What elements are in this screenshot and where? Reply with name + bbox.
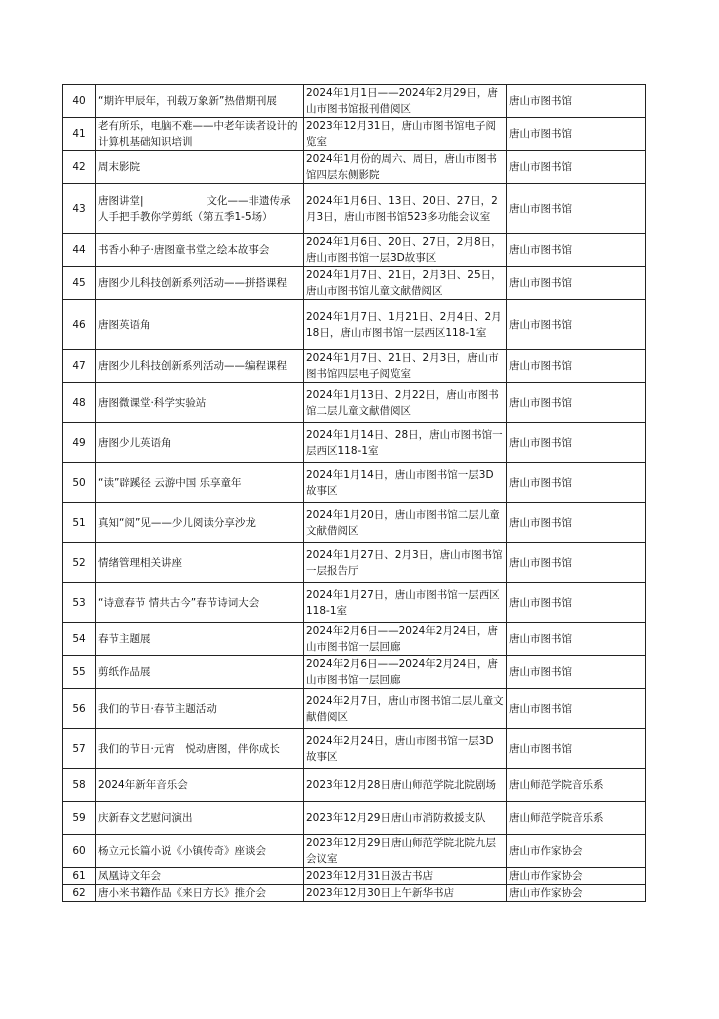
organizer: 唐山市图书馆 [509, 128, 572, 140]
activity-name-cell [96, 234, 304, 267]
activity-name-cell [96, 769, 304, 802]
row-number-cell [63, 623, 96, 656]
activity-time-place: 2024年1月14日，唐山市图书馆一层3D故事区 [306, 468, 494, 497]
row-number: 45 [72, 277, 86, 289]
table-row [63, 835, 646, 868]
table-row [63, 234, 646, 267]
organizer-cell [507, 885, 646, 902]
activity-name: 唐图少儿科技创新系列活动——编程课程 [98, 360, 287, 372]
activity-time-place: 2023年12月28日唐山师范学院北院剧场 [306, 779, 496, 791]
activity-name: 春节主题展 [98, 633, 151, 645]
row-number: 62 [72, 887, 86, 899]
activity-time-place: 2024年2月6日——2024年2月24日，唐山市图书馆一层回廊 [306, 658, 498, 686]
organizer: 唐山市图书馆 [509, 476, 572, 489]
organizer: 唐山市图书馆 [509, 244, 572, 256]
organizer: 唐山市图书馆 [509, 360, 572, 372]
table-row [63, 729, 646, 769]
activity-time-place-cell [304, 623, 507, 656]
row-number-cell [63, 656, 96, 689]
row-number: 60 [72, 845, 86, 857]
activity-name: 杨立元长篇小说《小镇传奇》座谈会 [98, 845, 266, 857]
table-row [63, 151, 646, 184]
activity-time-place-cell [304, 300, 507, 350]
organizer-cell [507, 423, 646, 463]
activity-time-place-cell [304, 350, 507, 383]
row-number: 42 [72, 161, 86, 173]
activity-time-place-cell [304, 835, 507, 868]
organizer-cell [507, 184, 646, 234]
row-number-cell [63, 868, 96, 885]
row-number: 41 [72, 128, 86, 140]
activity-time-place-cell [304, 729, 507, 769]
activity-time-place-cell [304, 423, 507, 463]
organizer: 唐山市图书馆 [509, 161, 572, 173]
organizer: 唐山市图书馆 [509, 702, 572, 715]
organizer-cell [507, 769, 646, 802]
activity-name: 庆新春文艺慰问演出 [98, 812, 193, 824]
activity-name-cell [96, 383, 304, 423]
activity-name: “诗意春节 情共古今”春节诗词大会 [98, 596, 260, 609]
activity-name-cell [96, 503, 304, 543]
activity-time-place: 2023年12月31日，唐山市图书馆电子阅览室 [306, 120, 496, 148]
activity-name: 唐图讲堂| 文化——非遗传承人手把手教你学剪纸（第五季1-5场） [98, 194, 291, 223]
activity-name: 唐小米书籍作品《来日方长》推介会 [98, 887, 266, 899]
row-number-cell [63, 234, 96, 267]
organizer-cell [507, 151, 646, 184]
activity-name: 真知“阅”见——少儿阅读分享沙龙 [98, 516, 256, 529]
activity-name-cell [96, 543, 304, 583]
row-number: 49 [72, 436, 86, 449]
organizer: 唐山市图书馆 [509, 516, 572, 529]
row-number: 51 [72, 516, 86, 529]
row-number-cell [63, 184, 96, 234]
organizer: 唐山市图书馆 [509, 277, 572, 289]
activity-time-place: 2023年12月30日上午新华书店 [306, 887, 454, 899]
row-number-cell [63, 85, 96, 118]
activity-time-place-cell [304, 184, 507, 234]
organizer: 唐山市图书馆 [509, 318, 572, 331]
organizer: 唐山市作家协会 [509, 845, 583, 857]
activity-name-cell [96, 656, 304, 689]
activity-time-place: 2024年1月7日、1月21日、2月4日、2月18日，唐山市图书馆一层西区118-1室 [306, 310, 502, 339]
activity-time-place-cell [304, 463, 507, 503]
activity-name: 我们的节日·元宵 悦动唐图，伴你成长 [98, 742, 280, 755]
activity-time-place: 2024年1月20日，唐山市图书馆二层儿童文献借阅区 [306, 508, 500, 537]
organizer-cell [507, 656, 646, 689]
activity-time-place-cell [304, 543, 507, 583]
row-number-cell [63, 423, 96, 463]
activity-name-cell [96, 151, 304, 184]
activity-name-cell [96, 184, 304, 234]
organizer: 唐山市图书馆 [509, 633, 572, 645]
activity-time-place-cell [304, 118, 507, 151]
activity-time-place-cell [304, 383, 507, 423]
organizer-cell [507, 729, 646, 769]
activity-name-cell [96, 423, 304, 463]
activity-time-place-cell [304, 583, 507, 623]
activity-table [62, 84, 646, 902]
activity-time-place-cell [304, 885, 507, 902]
row-number-cell [63, 802, 96, 835]
activity-time-place-cell [304, 769, 507, 802]
activity-name: 我们的节日·春节主题活动 [98, 702, 217, 715]
activity-time-place: 2023年12月31日汲古书店 [306, 870, 433, 882]
organizer: 唐山市作家协会 [509, 887, 583, 899]
organizer-cell [507, 623, 646, 656]
activity-name-cell [96, 118, 304, 151]
activity-time-place: 2024年2月7日，唐山市图书馆二层儿童文献借阅区 [306, 694, 504, 723]
activity-time-place: 2023年12月29日唐山市消防救援支队 [306, 812, 486, 824]
activity-time-place-cell [304, 503, 507, 543]
table-row [63, 118, 646, 151]
organizer: 唐山市图书馆 [509, 556, 572, 569]
row-number: 48 [72, 396, 86, 409]
table-row [63, 423, 646, 463]
activity-time-place-cell [304, 151, 507, 184]
row-number-cell [63, 151, 96, 184]
organizer: 唐山市图书馆 [509, 202, 572, 215]
table-row [63, 503, 646, 543]
activity-time-place: 2024年2月6日——2024年2月24日，唐山市图书馆一层回廊 [306, 625, 498, 653]
row-number: 47 [72, 360, 86, 372]
organizer-cell [507, 543, 646, 583]
table-row [63, 85, 646, 118]
row-number-cell [63, 503, 96, 543]
table-row [63, 543, 646, 583]
activity-name: 老有所乐，电脑不难——中老年读者设计的计算机基础知识培训 [98, 120, 298, 148]
organizer: 唐山师范学院音乐系 [509, 779, 604, 791]
row-number-cell [63, 267, 96, 300]
activity-time-place: 2024年1月6日、13日、20日、27日，2月3日，唐山市图书馆523多功能会议室 [306, 194, 498, 223]
organizer-cell [507, 802, 646, 835]
activity-name: 剪纸作品展 [98, 666, 151, 678]
activity-name-cell [96, 583, 304, 623]
row-number: 54 [72, 633, 86, 645]
row-number-cell [63, 769, 96, 802]
organizer-cell [507, 383, 646, 423]
activity-time-place: 2024年1月27日，唐山市图书馆一层西区118-1室 [306, 588, 500, 617]
organizer-cell [507, 300, 646, 350]
activity-time-place: 2023年12月29日唐山师范学院北院九层会议室 [306, 837, 496, 865]
activity-time-place-cell [304, 802, 507, 835]
row-number-cell [63, 350, 96, 383]
activity-name: 唐图少儿英语角 [98, 436, 172, 449]
row-number-cell [63, 463, 96, 503]
row-number: 50 [72, 476, 86, 489]
row-number-cell [63, 835, 96, 868]
organizer: 唐山市图书馆 [509, 666, 572, 678]
table-row [63, 463, 646, 503]
activity-time-place-cell [304, 234, 507, 267]
organizer-cell [507, 689, 646, 729]
organizer-cell [507, 503, 646, 543]
organizer: 唐山市图书馆 [509, 95, 572, 107]
table-row [63, 623, 646, 656]
row-number: 46 [72, 318, 86, 331]
activity-name: 情绪管理相关讲座 [98, 556, 182, 569]
table-row [63, 383, 646, 423]
row-number: 52 [72, 556, 86, 569]
activity-name-cell [96, 623, 304, 656]
activity-time-place: 2024年1月份的周六、周日，唐山市图书馆四层东侧影院 [306, 153, 497, 181]
row-number: 56 [72, 702, 86, 715]
table-row [63, 802, 646, 835]
activity-time-place: 2024年1月7日、21日，2月3日、25日，唐山市图书馆儿童文献借阅区 [306, 269, 502, 297]
organizer-cell [507, 835, 646, 868]
activity-time-place: 2024年1月7日、21日、2月3日，唐山市图书馆四层电子阅览室 [306, 352, 499, 380]
activity-time-place: 2024年1月1日——2024年2月29日，唐山市图书馆报刊借阅区 [306, 87, 498, 115]
activity-time-place: 2024年2月24日，唐山市图书馆一层3D故事区 [306, 734, 494, 763]
row-number: 57 [72, 742, 86, 755]
activity-time-place-cell [304, 85, 507, 118]
organizer-cell [507, 463, 646, 503]
row-number-cell [63, 543, 96, 583]
activity-name-cell [96, 729, 304, 769]
activity-name: “读”辟蹊径 云游中国 乐享童年 [98, 476, 242, 489]
row-number-cell [63, 583, 96, 623]
organizer: 唐山市图书馆 [509, 436, 572, 449]
table-row [63, 868, 646, 885]
activity-time-place: 2024年1月13日、2月22日，唐山市图书馆二层儿童文献借阅区 [306, 388, 499, 417]
activity-name: 书香小种子·唐图童书堂之绘本故事会 [98, 244, 270, 256]
activity-time-place-cell [304, 267, 507, 300]
table-body [63, 85, 646, 902]
activity-time-place: 2024年1月14日、28日，唐山市图书馆一层西区118-1室 [306, 428, 503, 457]
activity-name-cell [96, 300, 304, 350]
organizer-cell [507, 85, 646, 118]
activity-name-cell [96, 868, 304, 885]
table-row [63, 300, 646, 350]
row-number: 61 [72, 870, 86, 882]
organizer-cell [507, 583, 646, 623]
row-number-cell [63, 118, 96, 151]
row-number-cell [63, 689, 96, 729]
organizer: 唐山市图书馆 [509, 396, 572, 409]
table-row [63, 350, 646, 383]
activity-time-place: 2024年1月6日、20日、27日，2月8日，唐山市图书馆一层3D故事区 [306, 236, 502, 264]
activity-name: 唐图英语角 [98, 318, 151, 331]
row-number-cell [63, 729, 96, 769]
row-number-cell [63, 383, 96, 423]
activity-time-place-cell [304, 689, 507, 729]
row-number: 58 [72, 779, 86, 791]
row-number: 43 [72, 202, 86, 215]
table-row [63, 583, 646, 623]
activity-name: 2024年新年音乐会 [98, 779, 188, 791]
organizer-cell [507, 234, 646, 267]
activity-name-cell [96, 689, 304, 729]
organizer: 唐山市图书馆 [509, 596, 572, 609]
organizer-cell [507, 267, 646, 300]
row-number-cell [63, 300, 96, 350]
table-row [63, 689, 646, 729]
table-row [63, 885, 646, 902]
row-number: 53 [72, 596, 86, 609]
activity-name-cell [96, 463, 304, 503]
activity-time-place: 2024年1月27日、2月3日，唐山市图书馆一层报告厅 [306, 548, 503, 577]
table-row [63, 656, 646, 689]
activity-name: 周末影院 [98, 161, 140, 173]
table-row [63, 267, 646, 300]
row-number-cell [63, 885, 96, 902]
activity-name-cell [96, 267, 304, 300]
activity-time-place-cell [304, 868, 507, 885]
organizer-cell [507, 350, 646, 383]
activity-name-cell [96, 885, 304, 902]
activity-name: 唐图少儿科技创新系列活动——拼搭课程 [98, 277, 287, 289]
activity-name-cell [96, 85, 304, 118]
organizer: 唐山师范学院音乐系 [509, 812, 604, 824]
activity-name: 凤凰诗文年会 [98, 870, 161, 882]
activity-name-cell [96, 350, 304, 383]
activity-name-cell [96, 802, 304, 835]
row-number: 44 [72, 244, 86, 256]
table-row [63, 769, 646, 802]
activity-name: “期许甲辰年，刊载万象新”热借期刊展 [98, 95, 277, 107]
organizer-cell [507, 118, 646, 151]
organizer: 唐山市作家协会 [509, 870, 583, 882]
organizer: 唐山市图书馆 [509, 742, 572, 755]
table-row [63, 184, 646, 234]
activity-time-place-cell [304, 656, 507, 689]
row-number: 40 [72, 95, 86, 107]
row-number: 55 [72, 666, 86, 678]
activity-name-cell [96, 835, 304, 868]
activity-name: 唐图微课堂·科学实验站 [98, 396, 207, 409]
organizer-cell [507, 868, 646, 885]
row-number: 59 [72, 812, 86, 824]
